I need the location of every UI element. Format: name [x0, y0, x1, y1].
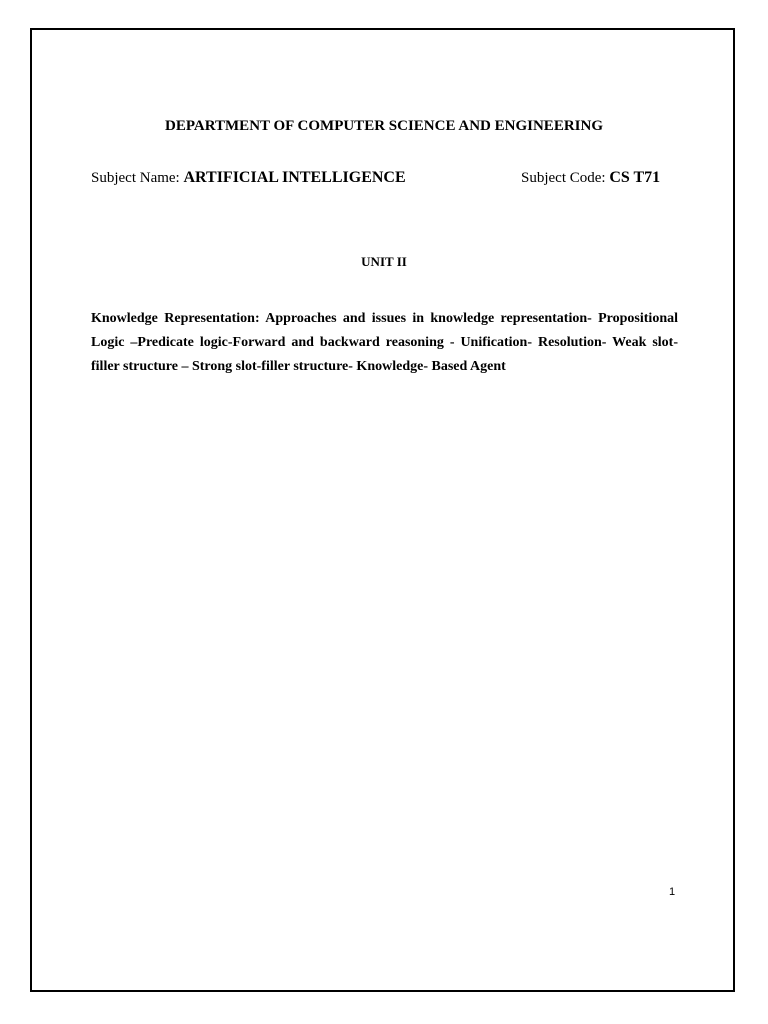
subject-code-value: CS T71 — [609, 169, 661, 186]
subject-name-value: ARTIFICIAL INTELLIGENCE — [183, 169, 406, 186]
subject-name-label: Subject Name: — [91, 170, 180, 186]
subject-code — [521, 169, 660, 187]
department-heading: DEPARTMENT OF COMPUTER SCIENCE AND ENGINEERING — [165, 118, 603, 134]
page-number: 1 — [669, 886, 676, 898]
subject-name — [91, 169, 406, 187]
syllabus-paragraph: Knowledge Representation: Approaches and issues in knowledge representation- Propositional Logic –Predicate logic-Forward and backward reasoning - Unification- Resolution- Weak slot-filler structure – Strong slot-filler structure- Knowledge- Based Agent — [91, 311, 678, 374]
unit-heading: UNIT II — [361, 254, 407, 269]
subject-code-label: Subject Code: — [521, 170, 606, 186]
